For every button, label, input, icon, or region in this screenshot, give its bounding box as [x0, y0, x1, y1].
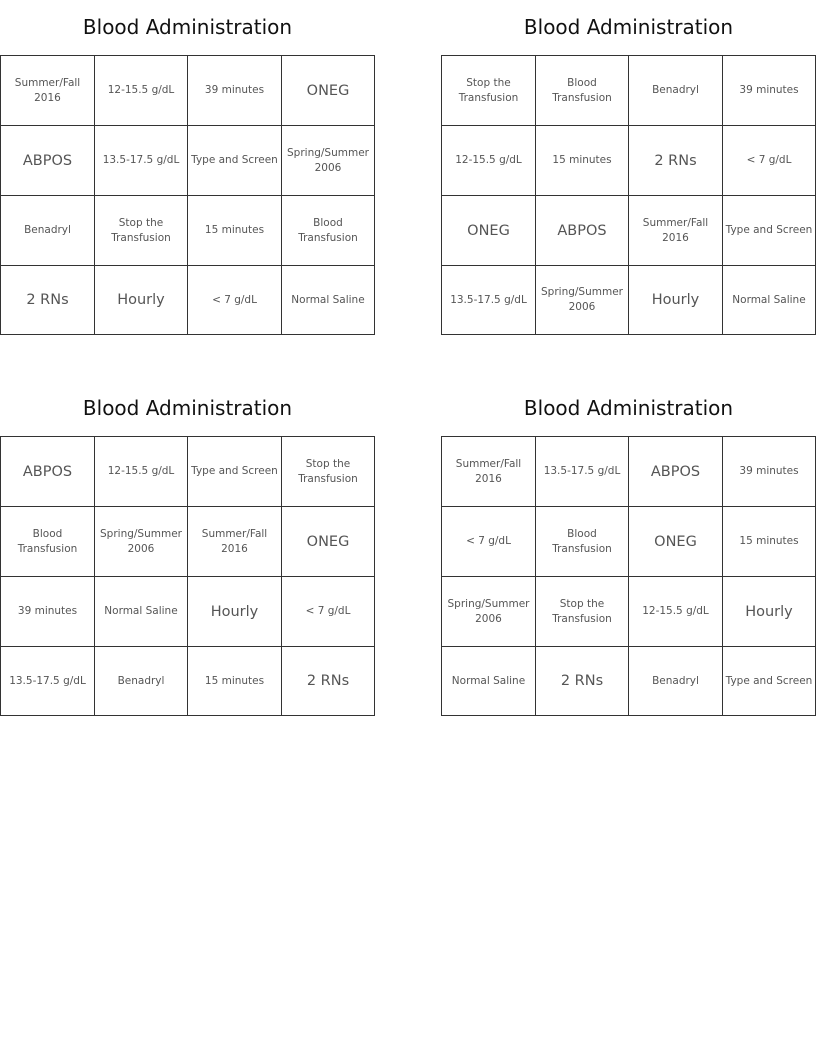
grid-cell: ONEG [282, 56, 375, 126]
grid-cell: < 7 g/dL [442, 507, 536, 577]
bingo-grid [0, 436, 375, 716]
grid-cell: 39 minutes [1, 577, 95, 647]
grid-cell: < 7 g/dL [282, 577, 375, 647]
grid-cell: < 7 g/dL [723, 126, 816, 196]
grid-cell: 2 RNs [1, 266, 95, 335]
grid-cell: Summer/Fall 2016 [1, 56, 95, 126]
grid-cell: Blood Transfusion [536, 56, 629, 126]
bingo-grid [441, 55, 816, 335]
grid-cell: 13.5-17.5 g/dL [1, 647, 95, 716]
bingo-grid [441, 436, 816, 716]
grid-cell: Benadryl [1, 196, 95, 266]
grid-cell: Hourly [723, 577, 816, 647]
grid-cell: Spring/Summer 2006 [95, 507, 188, 577]
grid-cell: Blood Transfusion [1, 507, 95, 577]
grid-cell: Blood Transfusion [536, 507, 629, 577]
grid-cell: ABPOS [1, 126, 95, 196]
grid-cell: 2 RNs [536, 647, 629, 716]
grid-cell: 39 minutes [188, 56, 282, 126]
grid-cell: ONEG [442, 196, 536, 266]
grid-cell: Stop the Transfusion [95, 196, 188, 266]
grid-cell: ONEG [629, 507, 723, 577]
grid-cell: Hourly [188, 577, 282, 647]
grid-cell: 12-15.5 g/dL [442, 126, 536, 196]
card-title: Blood Administration [523, 396, 734, 420]
grid-cell: Spring/Summer 2006 [536, 266, 629, 335]
grid-cell: 13.5-17.5 g/dL [95, 126, 188, 196]
grid-cell: Blood Transfusion [282, 196, 375, 266]
grid-cell: Benadryl [95, 647, 188, 716]
grid-cell: 15 minutes [723, 507, 816, 577]
grid-cell: Spring/Summer 2006 [442, 577, 536, 647]
grid-cell: Summer/Fall 2016 [629, 196, 723, 266]
grid-cell: Type and Screen [723, 196, 816, 266]
grid-cell: 15 minutes [188, 647, 282, 716]
grid-cell: 15 minutes [188, 196, 282, 266]
grid-cell: 2 RNs [629, 126, 723, 196]
grid-cell: < 7 g/dL [188, 266, 282, 335]
card-title: Blood Administration [523, 15, 734, 39]
grid-cell: Stop the Transfusion [282, 437, 375, 507]
card-title: Blood Administration [82, 396, 293, 420]
grid-cell: Normal Saline [282, 266, 375, 335]
grid-cell: Normal Saline [442, 647, 536, 716]
grid-cell: Type and Screen [188, 437, 282, 507]
grid-cell: 13.5-17.5 g/dL [536, 437, 629, 507]
grid-cell: ABPOS [536, 196, 629, 266]
grid-cell: 39 minutes [723, 437, 816, 507]
grid-cell: 13.5-17.5 g/dL [442, 266, 536, 335]
grid-cell: 12-15.5 g/dL [95, 437, 188, 507]
bingo-grid [0, 55, 375, 335]
grid-cell: 12-15.5 g/dL [629, 577, 723, 647]
grid-cell: Summer/Fall 2016 [188, 507, 282, 577]
grid-cell: Hourly [95, 266, 188, 335]
grid-cell: 2 RNs [282, 647, 375, 716]
grid-cell: Benadryl [629, 647, 723, 716]
grid-cell: Stop the Transfusion [442, 56, 536, 126]
grid-cell: 12-15.5 g/dL [95, 56, 188, 126]
grid-cell: Normal Saline [723, 266, 816, 335]
grid-cell: Benadryl [629, 56, 723, 126]
grid-cell: Type and Screen [188, 126, 282, 196]
grid-cell: Normal Saline [95, 577, 188, 647]
grid-cell: Hourly [629, 266, 723, 335]
card-title: Blood Administration [82, 15, 293, 39]
grid-cell: ABPOS [629, 437, 723, 507]
grid-cell: ABPOS [1, 437, 95, 507]
grid-cell: Spring/Summer 2006 [282, 126, 375, 196]
grid-cell: ONEG [282, 507, 375, 577]
grid-cell: 39 minutes [723, 56, 816, 126]
grid-cell: Type and Screen [723, 647, 816, 716]
grid-cell: Stop the Transfusion [536, 577, 629, 647]
grid-cell: Summer/Fall 2016 [442, 437, 536, 507]
grid-cell: 15 minutes [536, 126, 629, 196]
